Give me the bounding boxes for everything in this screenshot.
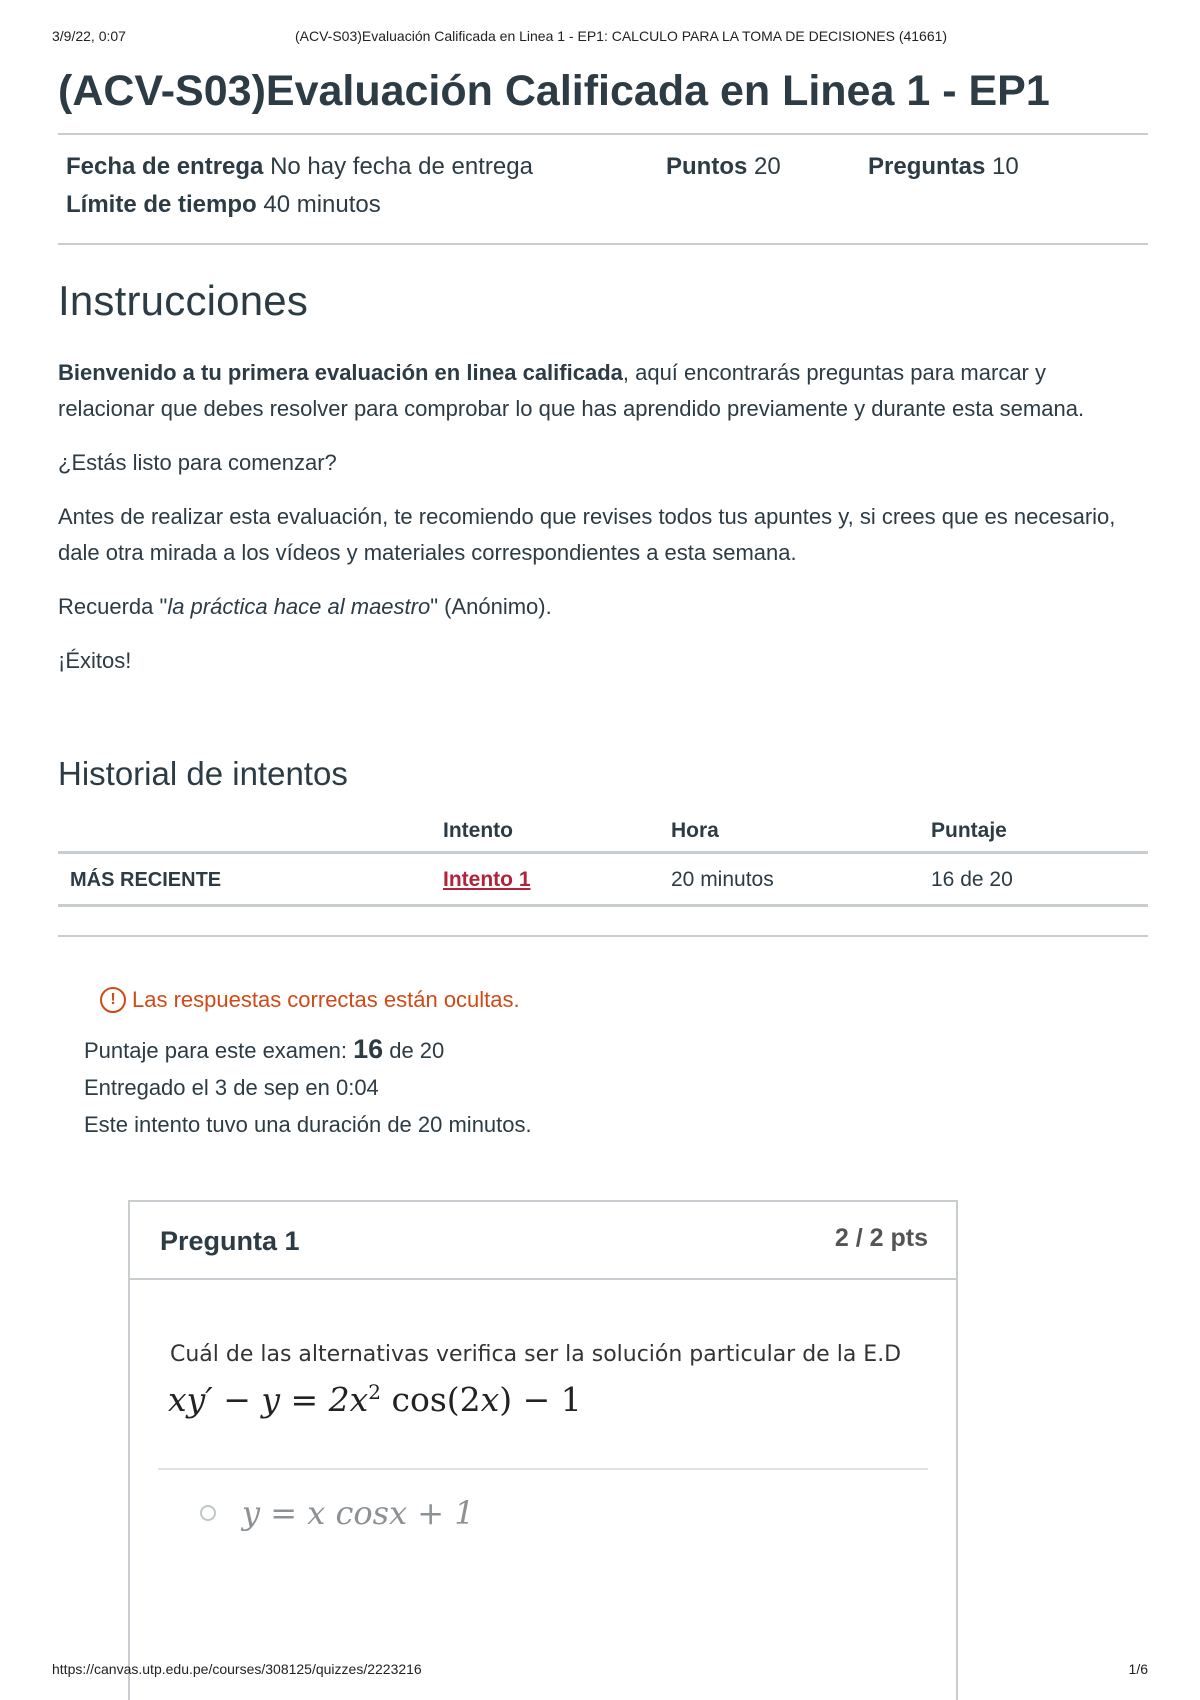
radio-button[interactable] (200, 1505, 216, 1521)
welcome-bold: Bienvenido a tu primera evaluación en linea calificada (58, 360, 623, 386)
attempt-time: 20 minutos (671, 853, 931, 906)
instructions-heading: Instrucciones (58, 277, 309, 325)
time-limit-label: Límite de tiempo (66, 191, 257, 219)
attempt-score: 16 de 20 (931, 853, 1148, 906)
print-doc-title: (ACV-S03)Evaluación Calificada en Linea 1 - EP1: CALCULO PARA LA TOMA DE DECISIONES (41661) (295, 28, 948, 44)
points (666, 153, 781, 181)
quote-pre: Recuerda " (58, 594, 168, 620)
time-limit (66, 191, 381, 219)
page-title: (ACV-S03)Evaluación Calificada en Linea 1 - EP1 (58, 67, 1050, 115)
question-equation (168, 1380, 582, 1419)
quote-post: " (Anónimo). (430, 594, 552, 620)
attempt-history-table (58, 809, 1148, 907)
time-limit-value: 40 minutos (263, 191, 381, 219)
column-header (58, 809, 443, 853)
print-datetime: 3/9/22, 0:07 (52, 28, 126, 44)
score-prefix: Puntaje para este examen: (84, 1038, 354, 1064)
score-suffix: de 20 (383, 1038, 445, 1064)
answers-hidden-text: Las respuestas correctas están ocultas. (132, 987, 520, 1013)
equation-exponent: 2 (368, 1380, 381, 1404)
column-header: Intento (443, 809, 671, 853)
points-label: Puntos (666, 153, 748, 181)
due-date-value: No hay fecha de entrega (270, 153, 533, 181)
print-footer (52, 1661, 1148, 1681)
success-wish: ¡Éxitos! (58, 648, 132, 674)
print-header (52, 28, 1148, 48)
exam-score (84, 1031, 1148, 1069)
history-heading: Historial de intentos (58, 755, 348, 793)
equation-lhs: xy′ − y = 2x (168, 1380, 369, 1419)
welcome-text: , aquí encontrarás preguntas para marcar y relacionar que debes resolver para comprobar lo que has aprendido previamente y durante esta semana. (58, 360, 1085, 422)
equation-cos: cos(2 (381, 1380, 481, 1419)
quote-paragraph (58, 589, 1148, 625)
page-url: https://canvas.utp.edu.pe/courses/308125/quizzes/2223216 (52, 1661, 422, 1677)
questions-value: 10 (992, 153, 1019, 181)
warning-icon: ! (100, 987, 126, 1013)
points-value: 20 (754, 153, 781, 181)
equation-x: x (480, 1380, 500, 1419)
quote-italic: la práctica hace al maestro (167, 594, 431, 620)
page-number: 1/6 (1128, 1661, 1148, 1677)
answers-hidden-notice (100, 987, 1148, 1013)
score-summary (84, 1031, 1148, 1143)
recommendation: Antes de realizar esta evaluación, te recomiendo que revises todos tus apuntes y, si crees que es necesario, dale otra mirada a los vídeos y materiales correspondientes a esta semana. (58, 504, 1116, 566)
column-header: Puntaje (931, 809, 1148, 853)
equation-tail: ) − 1 (499, 1380, 582, 1419)
ready-question: ¿Estás listo para comenzar? (58, 450, 337, 476)
divider (58, 935, 1148, 937)
attempt-duration: Este intento tuvo una duración de 20 minutos. (84, 1112, 532, 1138)
attempt-cell (443, 853, 671, 906)
answer-text: y = x cosx + 1 (242, 1494, 475, 1532)
question-points: 2 / 2 pts (834, 1224, 928, 1252)
score-value: 16 (353, 1034, 384, 1065)
main-content (58, 60, 1148, 1143)
table-header-row (58, 809, 1148, 853)
attempt-label: MÁS RECIENTE (58, 853, 443, 906)
question-title: Pregunta 1 (160, 1226, 300, 1256)
divider (158, 1468, 928, 1470)
due-date-label: Fecha de entrega (66, 153, 264, 181)
answer-option[interactable] (200, 1494, 475, 1532)
questions-label: Preguntas (868, 153, 986, 181)
questions (868, 153, 1019, 181)
due-date (66, 153, 533, 181)
submitted-at: Entregado el 3 de sep en 0:04 (84, 1075, 379, 1101)
question-card (128, 1200, 958, 1700)
quiz-meta (58, 135, 1148, 243)
table-row (58, 853, 1148, 906)
question-prompt: Cuál de las alternativas verifica ser la solución particular de la E.D (170, 1342, 902, 1367)
instructions-paragraph (58, 355, 1148, 427)
column-header: Hora (671, 809, 931, 853)
question-header (130, 1202, 956, 1280)
attempt-link[interactable]: Intento 1 (443, 868, 531, 892)
